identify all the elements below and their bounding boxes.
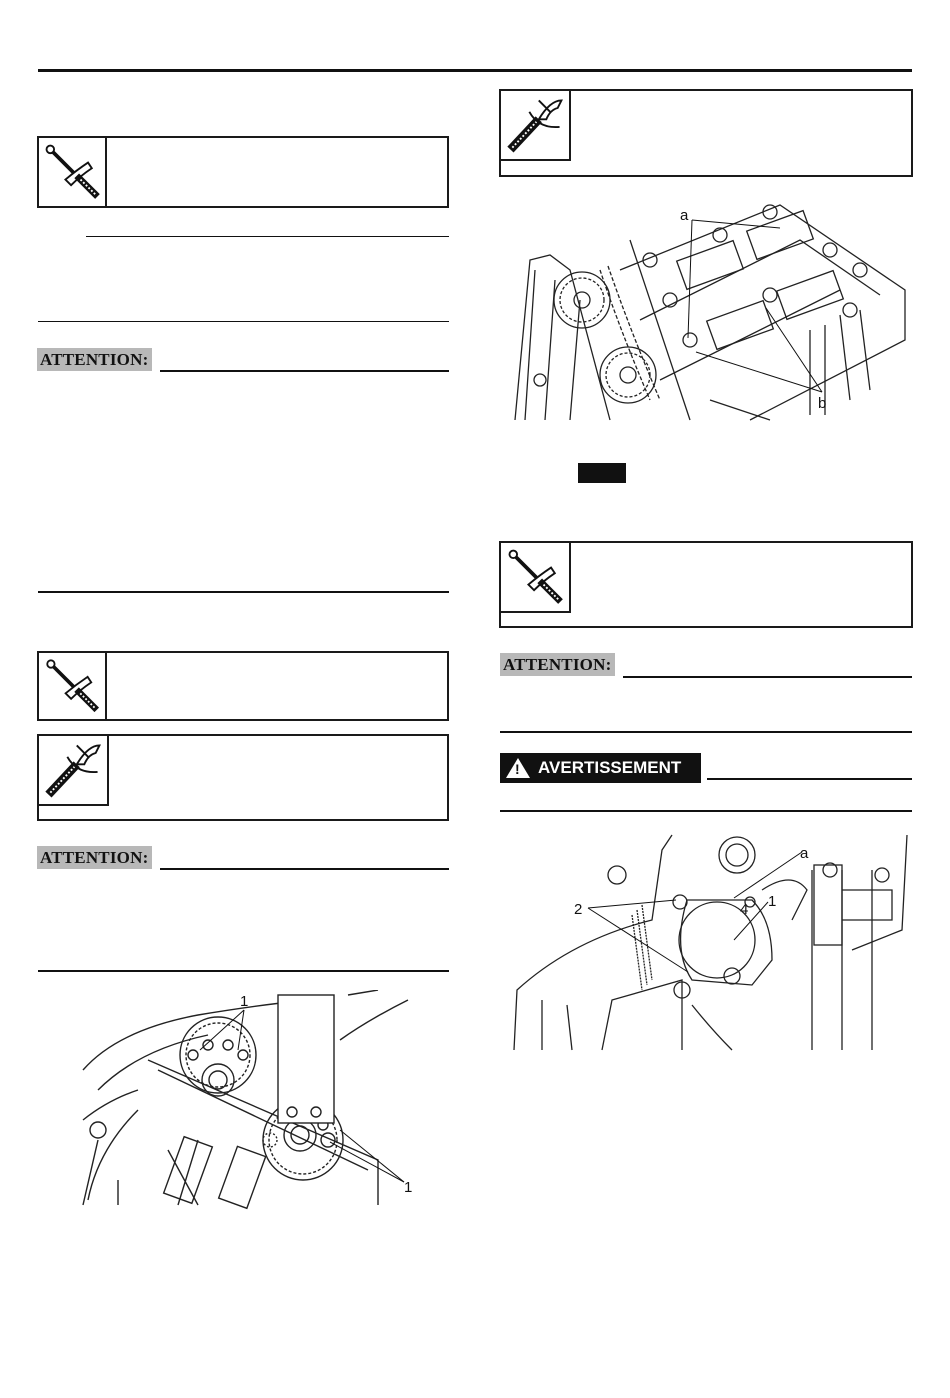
callout-label: 1 [404,1179,413,1196]
callout-label: a [800,845,809,862]
attention-end-rule [38,591,449,593]
warning-banner [500,753,701,783]
callout-label: 4 [740,901,749,918]
special-tool-icon [499,89,571,161]
special-tool-box [499,89,913,177]
cover-plate-figure [512,830,912,1055]
torque-wrench-icon [499,541,571,613]
torque-wrench-icon [37,651,107,721]
callout-label: a [680,207,689,224]
torque-spec-box [499,541,913,628]
torque-wrench-icon [37,136,107,208]
warning-end-rule [500,810,912,812]
cylinder-head-figure [510,200,910,422]
header-rule [38,69,912,72]
camshaft-sprocket-figure [78,990,418,1210]
special-tool-icon [37,734,109,806]
warning-label: AVERTISSEMENT [538,758,682,777]
attention-end-rule [38,970,449,972]
callout-label: 1 [768,893,777,910]
note-bottom-rule [38,321,449,322]
warning-rule [707,778,912,780]
torque-spec-box [37,651,449,721]
attention-label: ATTENTION: [37,846,152,869]
callout-label: 2 [574,901,583,918]
callout-label: b [818,395,827,412]
attention-rule [623,676,912,678]
torque-spec-box [37,136,449,208]
special-tool-box [37,734,449,821]
attention-label: ATTENTION: [37,348,152,371]
highlight-block [578,463,626,483]
callout-label: 1 [240,993,249,1010]
attention-rule [160,370,449,372]
attention-rule [160,868,449,870]
attention-end-rule [500,731,912,733]
note-top-rule [86,236,449,237]
attention-label: ATTENTION: [500,653,615,676]
warning-triangle-icon: ! [506,758,530,778]
